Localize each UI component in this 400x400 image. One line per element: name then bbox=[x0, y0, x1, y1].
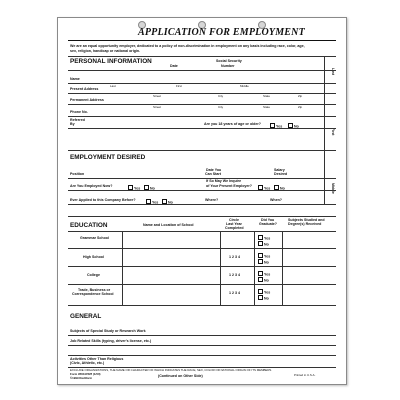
eeo-statement-line2: sex, religion, handicap or national origin. bbox=[70, 49, 141, 53]
graduate-yes-option[interactable]: Yes bbox=[258, 235, 270, 241]
checkbox-icon bbox=[258, 271, 263, 276]
referred-label-line1: Referred bbox=[70, 118, 85, 122]
form-title: APPLICATION FOR EMPLOYMENT bbox=[138, 27, 305, 38]
permanent-address-label: Permanent Address bbox=[70, 98, 104, 102]
eeo-statement-line1: We are an equal opportunity employer, dedicated to a policy of non-discrimination in employment on any basis including race, color, age, bbox=[70, 44, 305, 48]
school-grammar-label: Grammar School bbox=[80, 236, 109, 240]
when-label: When? bbox=[270, 198, 282, 202]
form-number: Form 9560-RSPI (1/00) bbox=[70, 372, 101, 376]
personal-info-heading: PERSONAL INFORMATION bbox=[70, 58, 152, 65]
school-high-label: High School bbox=[83, 255, 104, 259]
inquire-line2: of Your Present Employer? bbox=[206, 184, 252, 188]
field-rule bbox=[68, 83, 336, 84]
position-label: Position bbox=[70, 172, 85, 176]
activities-label-line1: Activities Other Than Religious bbox=[70, 357, 124, 361]
age-question: Are you 18 years of age or older? bbox=[204, 122, 261, 126]
address-part-state: State bbox=[263, 94, 271, 98]
graduate-column-line2: Graduate? bbox=[259, 222, 277, 226]
age-yes-option[interactable]: Yes bbox=[270, 123, 282, 129]
graduate-no-option[interactable]: No bbox=[258, 259, 269, 265]
graduate-column-line1: Did You bbox=[261, 218, 275, 222]
subjects-column-line2: Degree(s) Received bbox=[288, 222, 322, 226]
education-col-divider bbox=[282, 231, 283, 305]
school-trade-label-line2: Correspondence School bbox=[72, 292, 114, 296]
graduate-yes-option[interactable]: Yes bbox=[258, 289, 270, 295]
field-rule bbox=[68, 93, 336, 94]
section-rule bbox=[68, 150, 336, 151]
name-part-last: Last bbox=[110, 84, 116, 88]
application-form-page bbox=[57, 17, 347, 385]
job-skills-label: Job Related Skills (typing, driver's license, etc.) bbox=[70, 339, 152, 343]
employed-now-label: Are You Employed Now? bbox=[70, 184, 113, 188]
phone-label: Phone No. bbox=[70, 110, 88, 114]
present-address-label: Present Address bbox=[70, 87, 99, 91]
employment-desired-heading: EMPLOYMENT DESIRED bbox=[70, 154, 146, 161]
school-name-column: Name and Location of School bbox=[143, 223, 194, 227]
salary-line2: Desired bbox=[274, 172, 288, 176]
graduate-no-option[interactable]: No bbox=[258, 295, 269, 301]
checkbox-icon bbox=[258, 241, 263, 246]
address-part-city: City bbox=[218, 105, 224, 109]
field-rule bbox=[68, 345, 336, 346]
address-part-zip: Zip bbox=[298, 94, 303, 98]
checkbox-icon bbox=[258, 235, 263, 240]
continued-note: (Continued on Other Side) bbox=[158, 374, 203, 378]
checkbox-icon bbox=[258, 289, 263, 294]
applied-yes-option[interactable]: Yes bbox=[146, 199, 158, 205]
education-col-divider bbox=[254, 231, 255, 305]
field-rule bbox=[68, 70, 336, 71]
ssn-label-line1: Social Security bbox=[216, 59, 242, 63]
date-label: Date bbox=[170, 64, 178, 68]
field-rule bbox=[68, 204, 336, 205]
printed-in: Printed in U.S.A. bbox=[294, 373, 316, 377]
field-rule bbox=[68, 335, 336, 336]
date-start-line1: Date You bbox=[206, 168, 222, 172]
side-label-first: First bbox=[331, 128, 335, 136]
side-divider bbox=[324, 56, 325, 204]
address-part-state: State bbox=[263, 105, 271, 109]
address-part-city: City bbox=[218, 94, 224, 98]
applied-no-option[interactable]: No bbox=[162, 199, 173, 205]
side-label-middle: Middle bbox=[331, 183, 335, 194]
inquire-yes-option[interactable]: Yes bbox=[258, 185, 270, 191]
inquire-no-option[interactable]: No bbox=[274, 185, 285, 191]
employed-no-option[interactable]: No bbox=[144, 185, 155, 191]
table-row-rule bbox=[68, 266, 336, 267]
education-col-divider bbox=[220, 231, 221, 305]
general-heading: GENERAL bbox=[70, 313, 102, 320]
education-heading: EDUCATION bbox=[70, 222, 108, 229]
name-label: Name bbox=[70, 77, 80, 81]
year-circle-options[interactable]: 1 2 3 4 bbox=[229, 291, 240, 295]
field-rule bbox=[68, 178, 336, 179]
ssn-label-line2: Number bbox=[221, 64, 235, 68]
field-rule bbox=[68, 128, 336, 129]
date-start-line2: Can Start bbox=[205, 172, 221, 176]
section-rule bbox=[68, 216, 336, 217]
address-part-zip: Zip bbox=[298, 105, 303, 109]
exclude-notice: EXCLUDE ORGANIZATIONS, THE NAME OR CHARACTER OF WHICH INDICATES THE RACE, SEX, COLOR OR NATIONAL ORIGIN OF ITS MEMBERS bbox=[70, 368, 272, 372]
year-column-line2: Last Year bbox=[226, 222, 242, 226]
table-row-rule bbox=[68, 284, 336, 285]
education-col-divider bbox=[122, 231, 123, 305]
special-study-label: Subjects of Special Study or Research Work bbox=[70, 329, 146, 333]
year-column-line3: Completed bbox=[225, 226, 244, 230]
where-label: Where? bbox=[205, 198, 219, 202]
checkbox-icon bbox=[258, 277, 263, 282]
graduate-yes-option[interactable]: Yes bbox=[258, 253, 270, 259]
school-trade-label-line1: Trade, Business or bbox=[78, 288, 111, 292]
field-rule bbox=[68, 116, 336, 117]
education-header-rule bbox=[68, 231, 336, 232]
copyright: ©1999 Rediform bbox=[70, 376, 93, 380]
checkbox-icon bbox=[258, 259, 263, 264]
salary-line1: Salary bbox=[274, 168, 285, 172]
school-college-label: College bbox=[87, 273, 100, 277]
subjects-column-line1: Subjects Studied and bbox=[288, 218, 325, 222]
table-row-rule bbox=[68, 248, 336, 249]
year-column-line1: Circle bbox=[229, 218, 239, 222]
side-label-last: Last bbox=[331, 68, 335, 75]
section-rule bbox=[68, 56, 336, 57]
field-rule bbox=[68, 104, 336, 105]
field-rule bbox=[68, 355, 336, 356]
year-circle-options[interactable]: 1 2 3 4 bbox=[229, 255, 240, 259]
address-part-street: Street bbox=[153, 94, 162, 98]
activities-label-line2: (Civic, Athletic, etc.) bbox=[70, 361, 105, 365]
graduate-no-option[interactable]: No bbox=[258, 277, 269, 283]
field-rule bbox=[68, 190, 336, 191]
name-part-middle: Middle bbox=[240, 84, 249, 88]
checkbox-icon bbox=[258, 253, 263, 258]
section-rule bbox=[68, 305, 336, 306]
checkbox-icon bbox=[258, 295, 263, 300]
graduate-no-option[interactable]: No bbox=[258, 241, 269, 247]
year-circle-options[interactable]: 1 2 3 4 bbox=[229, 273, 240, 277]
applied-before-label: Ever Applied to this Company Before? bbox=[70, 198, 136, 202]
address-part-street: Street bbox=[153, 105, 162, 109]
inquire-line1: If So May We Inquire bbox=[206, 179, 242, 183]
employed-yes-option[interactable]: Yes bbox=[128, 185, 140, 191]
referred-label-line2: By bbox=[70, 122, 75, 126]
graduate-yes-option[interactable]: Yes bbox=[258, 271, 270, 277]
name-part-first: First bbox=[176, 84, 182, 88]
title-rule bbox=[68, 40, 336, 41]
age-no-option[interactable]: No bbox=[288, 123, 299, 129]
